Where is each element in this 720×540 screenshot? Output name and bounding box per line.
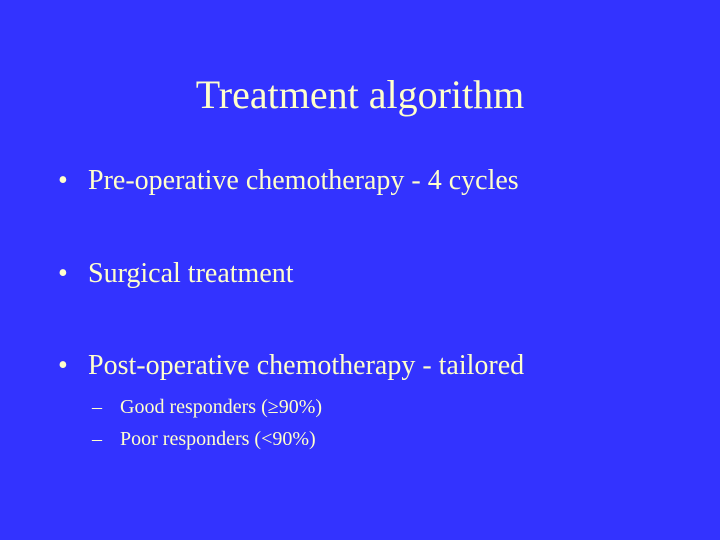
sub-bullet-item xyxy=(92,426,316,452)
bullet-icon: • xyxy=(58,165,68,196)
dash-icon: – xyxy=(92,396,102,418)
sub-bullet-text: Poor responders (<90%) xyxy=(120,428,316,450)
slide-title: Treatment algorithm xyxy=(195,72,525,117)
bullet-item xyxy=(58,164,519,198)
bullet-icon: • xyxy=(58,350,68,381)
dash-icon: – xyxy=(92,428,102,450)
sub-bullet-text: Good responders (≥90%) xyxy=(120,396,323,418)
bullet-text: Pre-operative chemotherapy - 4 cycles xyxy=(88,165,519,196)
bullet-icon: • xyxy=(58,258,68,289)
bullet-item xyxy=(58,257,294,291)
bullet-text: Surgical treatment xyxy=(88,258,294,289)
sub-bullet-item xyxy=(92,394,322,420)
bullet-text: Post-operative chemotherapy - tailored xyxy=(88,350,525,381)
bullet-item xyxy=(58,349,524,383)
